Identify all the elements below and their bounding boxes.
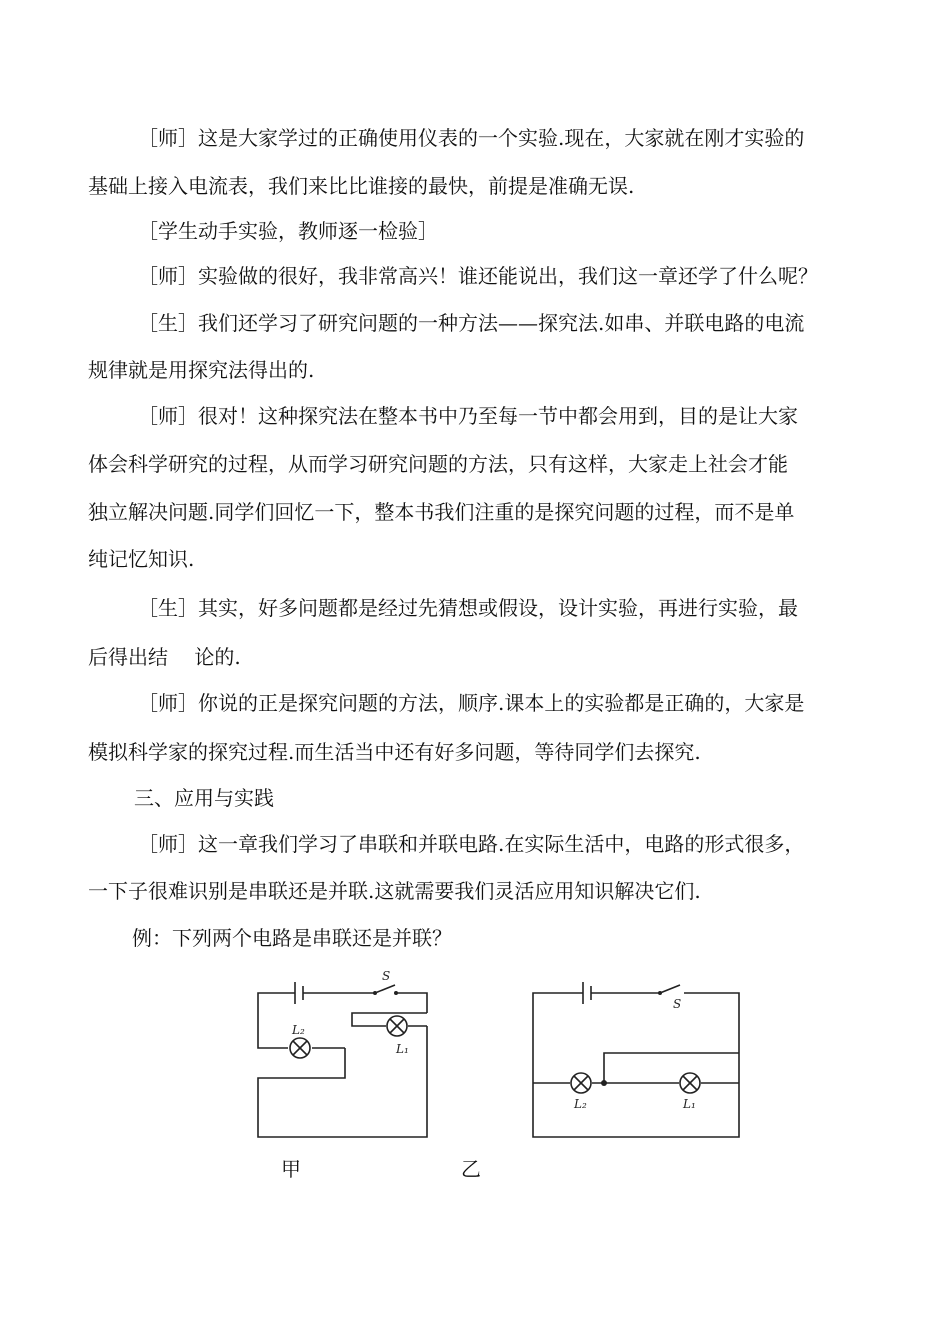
- circuit-caption-right: 乙: [461, 1157, 481, 1181]
- switch-contact-icon: [373, 991, 377, 995]
- paragraph-line: ［师］实验做的很好，我非常高兴！谁还能说出，我们这一章还学了什么呢？: [138, 264, 818, 288]
- paragraph-line: 后得出结 论的.: [88, 645, 241, 669]
- switch-contact-icon: [394, 991, 398, 995]
- paragraph-line: 独立解决问题.同学们回忆一下，整本书我们注重的是探究问题的过程，而不是单: [88, 500, 795, 524]
- junction-dot-icon: [601, 1080, 607, 1086]
- paragraph-line: ［师］这是大家学过的正确使用仪表的一个实验.现在，大家就在刚才实验的: [138, 126, 805, 150]
- paragraph-line: 基础上接入电流表，我们来比比谁接的最快，前提是准确无误.: [88, 174, 635, 198]
- lamp-label: L₂: [574, 1097, 587, 1111]
- paragraph-line: ［师］很对！这种探究法在整本书中乃至每一节中都会用到，目的是让大家: [138, 404, 798, 428]
- paragraph-line: ［师］你说的正是探究问题的方法，顺序.课本上的实验都是正确的，大家是: [138, 691, 805, 715]
- lamp-label: L₁: [396, 1042, 409, 1056]
- paragraph-line: ［生］我们还学习了研究问题的一种方法——探究法.如串、并联电路的电流: [138, 311, 805, 335]
- circuit-diagram-left: [240, 960, 440, 1150]
- example-question: 例：下列两个电路是串联还是并联？: [132, 926, 452, 950]
- paragraph-line: ［学生动手实验，教师逐一检验］: [138, 219, 438, 243]
- switch-label: S: [673, 997, 682, 1011]
- switch-label: S: [382, 969, 391, 983]
- paragraph-line: ［生］其实，好多问题都是经过先猜想或假设，设计实验，再进行实验，最: [138, 596, 798, 620]
- circuit-caption-left: 甲: [281, 1157, 301, 1181]
- paragraph-line: ［师］这一章我们学习了串联和并联电路.在实际生活中，电路的形式很多，: [138, 832, 805, 856]
- circuit-diagram-right: [520, 965, 750, 1145]
- lamp-label: L₂: [292, 1023, 305, 1037]
- switch-contact-icon: [658, 991, 662, 995]
- paragraph-line: 一下子很难识别是串联还是并联.这就需要我们灵活应用知识解决它们.: [88, 879, 701, 903]
- paragraph-line: 模拟科学家的探究过程.而生活当中还有好多问题，等待同学们去探究.: [88, 740, 701, 764]
- paragraph-line: 纯记忆知识.: [88, 547, 195, 571]
- paragraph-line: 规律就是用探究法得出的.: [88, 358, 315, 382]
- paragraph-line: 体会科学研究的过程，从而学习研究问题的方法，只有这样，大家走上社会才能: [88, 452, 788, 476]
- section-heading: 三、应用与实践: [134, 786, 274, 810]
- lamp-label: L₁: [683, 1097, 696, 1111]
